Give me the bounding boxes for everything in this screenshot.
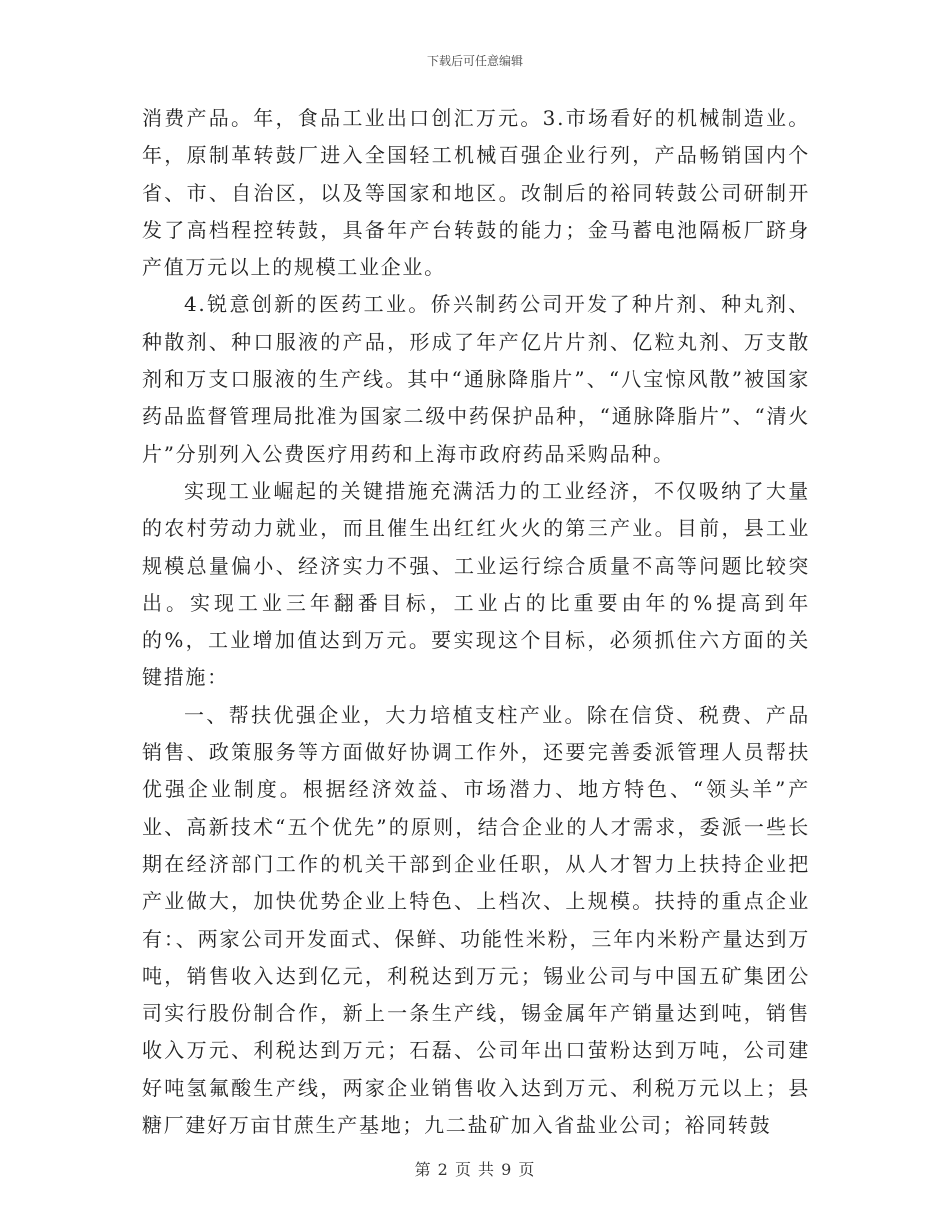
paragraph-2: 4.锐意创新的医药工业。侨兴制药公司开发了种片剂、种丸剂、种散剂、种口服液的产品，形成了年产亿片片剂、亿粒丸剂、万支散剂和万支口服液的生产线。其中“通脉降脂片”、“八宝惊风散”被国家药品监督管理局批准为国家二级中药保护品种，“通脉降脂片”、“清火片”分别列入公费医疗用药和上海市政府药品采购品种。 <box>142 292 810 466</box>
paragraph-4: 一、帮扶优强企业，大力培植支柱产业。除在信贷、税费、产品销售、政策服务等方面做好协调工作外，还要完善委派管理人员帮扶优强企业制度。根据经济效益、市场潜力、地方特色、“领头羊”产业、高新技术“五个优先”的原则，结合企业的人才需求，委派一些长期在经济部门工作的机关干部到企业任职，从人才智力上扶持企业把产业做大，加快优势企业上特色、上档次、上规模。扶持的重点企业有：、两家公司开发面式、保鲜、功能性米粉，三年内米粉产量达到万吨，销售收入达到亿元，利税达到万元；锡业公司与中国五矿集团公司实行股份制合作，新上一条生产线，锡金属年产销量达到吨，销售收入万元、利税达到万元；石磊、公司年出口萤粉达到万吨，公司建好吨氢氟酸生产线，两家企业销售收入达到万元、利税万元以上；县糖厂建好万亩甘蔗生产基地；九二盐矿加入省盐业公司；裕同转鼓 <box>142 702 810 1138</box>
document-body <box>142 100 810 1144</box>
page-header-note: 下载后可任意编辑 <box>426 54 523 68</box>
paragraph-3: 实现工业崛起的关键措施充满活力的工业经济，不仅吸纳了大量的农村劳动力就业，而且催生出红红火火的第三产业。目前，县工业规模总量偏小、经济实力不强、工业运行综合质量不高等问题比较突出。实现工业三年翻番目标，工业占的比重要由年的%提高到年的%，工业增加值达到万元。要实现这个目标，必须抓住六方面的关键措施： <box>142 478 810 690</box>
paragraph-1: 消费产品。年，食品工业出口创汇万元。3.市场看好的机械制造业。年，原制革转鼓厂进入全国轻工机械百强企业行列，产品畅销国内个省、市、自治区，以及等国家和地区。改制后的裕同转鼓公司研制开发了高档程控转鼓，具备年产台转鼓的能力；金马蓄电池隔板厂跻身产值万元以上的规模工业企业。 <box>142 106 810 280</box>
page-number: 第 2 页 共 9 页 <box>414 1160 536 1179</box>
